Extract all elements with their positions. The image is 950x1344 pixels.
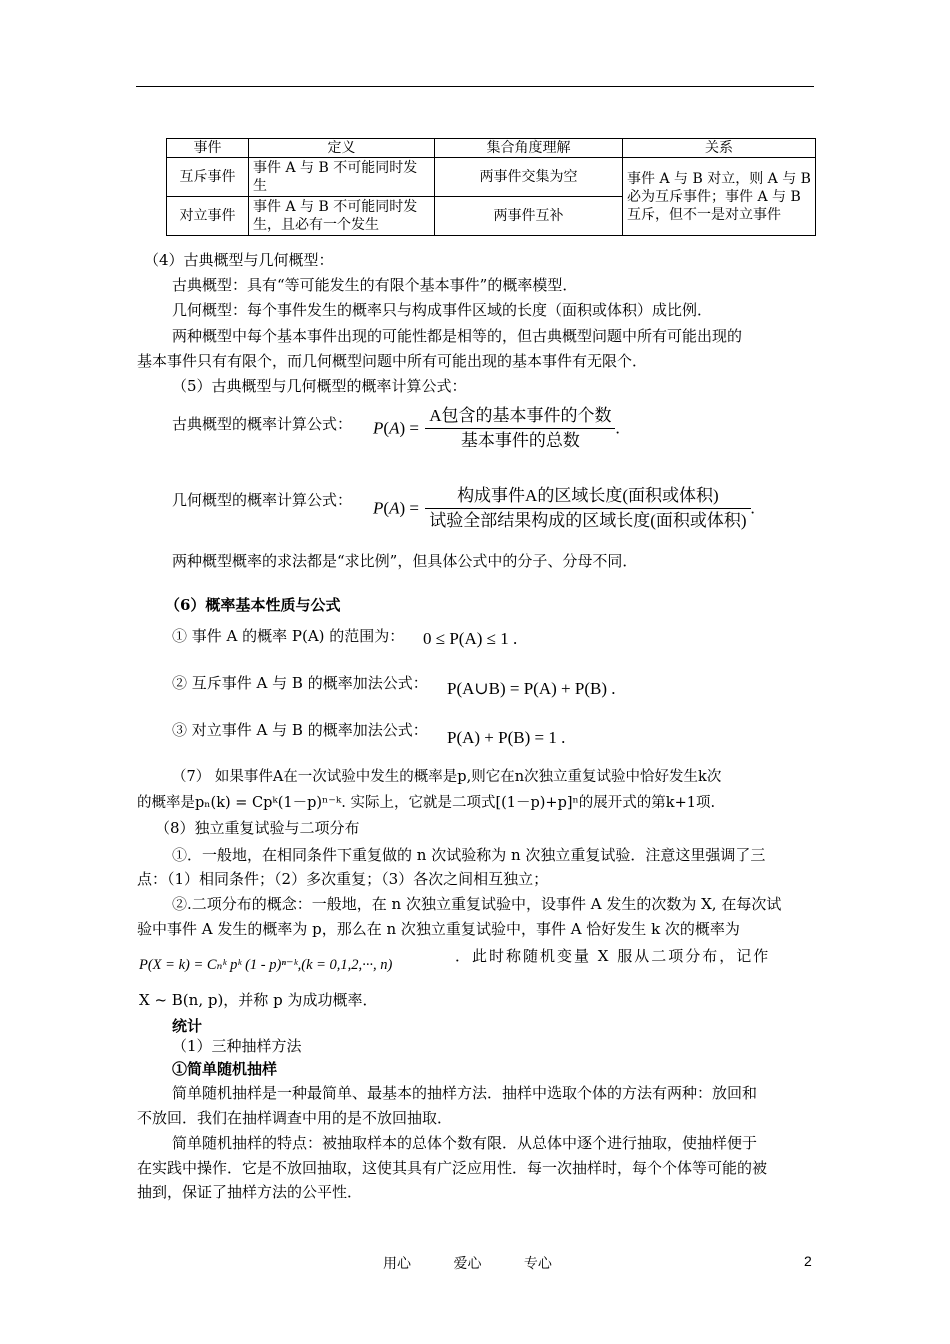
s7-a: （7） 如果事件A在一次试验中发生的概率是p,则它在n次独立重复试验中恰好发生k次 [172,769,722,785]
stat-sub: （1）三种抽样方法 [172,1037,302,1055]
s6-i1-formula: 0 ≤ P(A) ≤ 1 . [423,629,518,648]
row2-name: 对立事件 [167,197,249,236]
s6-i3: ③ 对立事件 A 与 B 的概率加法公式： [172,721,428,739]
stat-p2b: 在实践中操作．它是不放回抽取，这使其具有广泛应用性．每一次抽样时，每个个体等可能的被 [137,1159,768,1177]
page-footer [383,1253,590,1273]
s6-i2: ② 互斥事件 A 与 B 的概率加法公式： [172,674,428,692]
row1-def: 事件 A 与 B 不可能同时发生 [249,158,435,197]
row2-def: 事件 A 与 B 不可能同时发生，且必有一个发生 [249,197,435,236]
s4-p3b: 基本事件只有有限个，而几何概型问题中所有可能出现的基本事件有无限个． [137,352,648,370]
s6-i3-formula: P(A) + P(B) = 1 . [447,728,566,747]
geo-denominator: 试验全部结果构成的区域长度(面积或体积) [425,508,750,533]
stat-p1b: 不放回．我们在抽样调查中用的是不放回抽取． [137,1109,453,1127]
s8-p2d: X ~ B(n, p)，并称 p 为成功概率． [139,991,378,1009]
s7-b: 的概率是pₙ(k) = Cpᵏ(1－p)ⁿ⁻ᵏ. 实际上，它就是二项式[(1－p)+p]ⁿ的展开式的第k+1项. [137,795,716,811]
stat-title: 统计 [172,1017,203,1035]
header-rule [136,86,814,87]
s6-title: （6）概率基本性质与公式 [165,596,341,614]
th-definition: 定义 [249,139,435,158]
event-table [166,138,816,236]
stat-p2a: 简单随机抽样的特点：被抽取样本的总体个数有限．从总体中逐个进行抽取，使抽样便于 [172,1134,758,1152]
stat-p2c: 抽到，保证了抽样方法的公平性． [137,1183,363,1201]
classic-denominator: 基本事件的总数 [425,428,615,453]
stat-m1: ①简单随机抽样 [172,1060,278,1078]
s5-title: （5）古典概型与几何概型的概率计算公式： [172,377,467,395]
s4-p1: 古典概型：具有“等可能发生的有限个基本事件”的概率模型． [172,276,578,294]
geo-numerator: 构成事件A的区域长度(面积或体积) [457,486,719,505]
classic-formula: P(A) = $\frac{\text{A包含的基本事件的个数}}{\text{基本事件的总数}}$ . [373,404,620,453]
binomial-formula: P(X = k) = Cₙᵏ pᵏ (1 - p)ⁿ⁻ᵏ,(k = 0,1,2,···, n) [139,957,393,973]
s6-i2-formula: P(A∪B) = P(A) + P(B) . [447,679,616,698]
s8-p2a: ②.二项分布的概念：一般地，在 n 次独立重复试验中，设事件 A 发生的次数为 X, 在每次试 [172,895,782,913]
s6-i1: ① 事件 A 的概率 P(A) 的范围为： [172,627,405,645]
geo-label: 几何概型的概率计算公式： [172,491,353,509]
classic-label: 古典概型的概率计算公式： [172,415,353,433]
row1-set: 两事件交集为空 [435,158,623,197]
s4-title: （4）古典概型与几何概型： [144,251,334,269]
row2-set: 两事件互补 [435,197,623,236]
s5-note: 两种概型概率的求法都是“求比例”，但具体公式中的分子、分母不同． [172,552,638,570]
geo-formula: P(A) = $\frac{\text{构成事件A的区域长度(面积或体积)}}{\text{试验全部结果构成的区域长度(面积或体积)}}$ . [373,484,755,533]
footer-b: 爱心 [453,1256,482,1272]
th-event: 事件 [167,139,249,158]
s8-p2b: 验中事件 A 发生的概率为 p，那么在 n 次独立重复试验中，事件 A 恰好发生 k 次的概率为 [137,920,740,938]
classic-numerator: A包含的基本事件的个数 [429,406,612,425]
th-relation: 关系 [623,139,816,158]
s4-p3a: 两种概型中每个基本事件出现的可能性都是相等的，但古典概型问题中所有可能出现的 [172,327,743,345]
row1-name: 互斥事件 [167,158,249,197]
stat-p1a: 简单随机抽样是一种最简单、最基本的抽样方法．抽样中选取个体的方法有两种：放回和 [172,1084,758,1102]
s8-p1b: 点：（1）相同条件；（2）多次重复；（3）各次之间相互独立； [137,870,549,888]
footer-a: 用心 [383,1256,411,1272]
relation-cell: 事件 A 与 B 对立，则 A 与 B 必为互斥事件；事件 A 与 B 互斥，但不一是对立事件 [623,158,816,236]
s4-p2: 几何概型：每个事件发生的概率只与构成事件区域的长度（面积或体积）成比例． [172,301,713,319]
s8-title: （8）独立重复试验与二项分布 [155,819,360,837]
s8-p1a: ①．一般地，在相同条件下重复做的 n 次试验称为 n 次独立重复试验．注意这里强调了三 [172,846,766,864]
th-set: 集合角度理解 [435,139,623,158]
footer-c: 专心 [523,1256,552,1272]
s8-p2c: ．此时称随机变量 X 服从二项分布，记作 [455,947,771,965]
page-number: 2 [804,1253,812,1269]
